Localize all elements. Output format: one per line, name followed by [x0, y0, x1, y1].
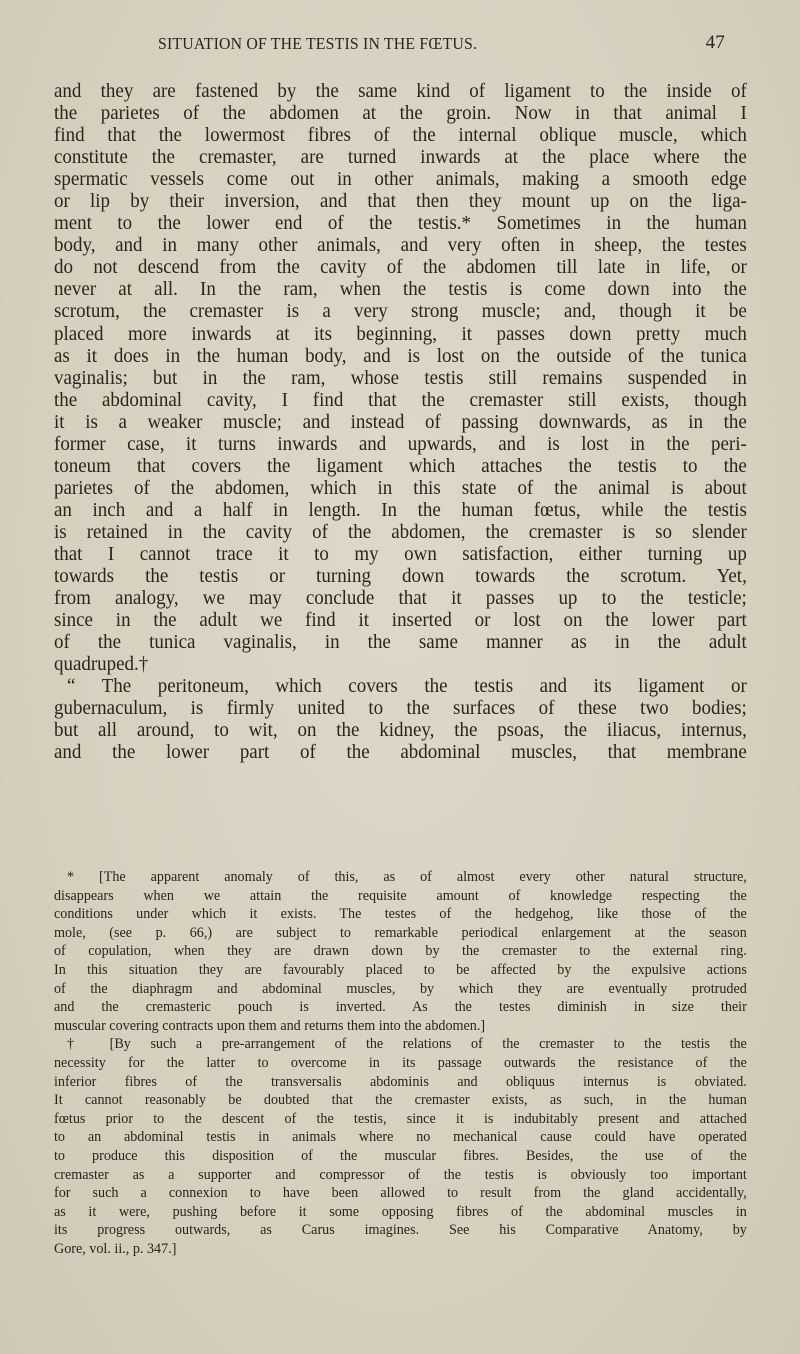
- body-line: an inch and a half in length. In the human fœtus, while the testis: [54, 498, 747, 521]
- footnote-line: In this situation they are favourably placed to be affected by the expulsive actions: [54, 960, 747, 978]
- body-line: as it does in the human body, and is lost on the outside of the tunica: [54, 344, 747, 367]
- footnote-line: † [By such a pre-arrangement of the relations of the cremaster to the testis the: [67, 1035, 747, 1053]
- footnote-line: necessity for the latter to overcome in its passage outwards the resistance of the: [54, 1053, 747, 1071]
- body-line: “ The peritoneum, which covers the testis and its ligament or: [67, 675, 747, 698]
- footnote-line: fœtus prior to the descent of the testis, since it is indubitably present and attached: [54, 1109, 747, 1127]
- body-line: the abdominal cavity, I find that the cremaster still exists, though: [54, 388, 747, 411]
- body-line: gubernaculum, is firmly united to the surfaces of these two bodies;: [54, 697, 747, 720]
- footnote-line: for such a connexion to have been allowed to result from the gland accidentally,: [54, 1184, 747, 1202]
- footnote-line: Gore, vol. ii., p. 347.]: [54, 1239, 177, 1257]
- body-line: do not descend from the cavity of the abdomen till late in life, or: [54, 256, 747, 279]
- body-line: it is a weaker muscle; and instead of passing downwards, as in the: [54, 410, 747, 433]
- body-line: and the lower part of the abdominal muscles, that membrane: [54, 741, 747, 764]
- body-line: placed more inwards at its beginning, it passes down pretty much: [54, 322, 747, 345]
- body-line: towards the testis or turning down towards the scrotum. Yet,: [54, 565, 747, 588]
- footnote-line: its progress outwards, as Carus imagines. See his Comparative Anatomy, by: [54, 1221, 747, 1239]
- footnote-line: muscular covering contracts upon them and returns them into the abdomen.]: [54, 1016, 486, 1034]
- body-line: since in the adult we find it inserted or lost on the lower part: [54, 609, 747, 632]
- footnote-line: * [The apparent anomaly of this, as of almost every other natural structure,: [67, 868, 747, 885]
- body-line: but all around, to wit, on the kidney, the psoas, the iliacus, internus,: [54, 719, 747, 742]
- body-line: is retained in the cavity of the abdomen, the cremaster is so slender: [54, 520, 747, 543]
- body-line: that I cannot trace it to my own satisfaction, either turning up: [54, 542, 747, 565]
- footnote-asterisk: [54, 868, 747, 1035]
- footnote-line: conditions under which it exists. The testes of the hedgehog, like those of the: [54, 905, 747, 923]
- body-line: the parietes of the abdomen at the groin. Now in that animal I: [54, 102, 747, 125]
- body-line: former case, it turns inwards and upwards, and is lost in the peri-: [54, 432, 747, 455]
- body-line: parietes of the abdomen, which in this state of the animal is about: [54, 476, 747, 499]
- running-head: [54, 34, 747, 56]
- footnote-line: to an abdominal testis in animals where no mechanical cause could have operated: [54, 1128, 747, 1146]
- body-line: and they are fastened by the same kind of ligament to the inside of: [54, 80, 747, 102]
- footnote-line: mole, (see p. 66,) are subject to remarkable periodical enlargement at the season: [54, 923, 747, 941]
- body-line: of the tunica vaginalis, in the same manner as in the adult: [54, 631, 747, 654]
- body-line: vaginalis; but in the ram, whose testis still remains suspended in: [54, 366, 747, 389]
- body-line: toneum that covers the ligament which attaches the testis to the: [54, 454, 747, 477]
- body-line: never at all. In the ram, when the testis is come down into the: [54, 278, 747, 301]
- footnote-line: of copulation, when they are drawn down by the cremaster to the external ring.: [54, 942, 747, 960]
- body-line: quadruped.†: [54, 653, 149, 676]
- body-line: body, and in many other animals, and very often in sheep, the testes: [54, 234, 747, 257]
- body-line: ment to the lower end of the testis.* Sometimes in the human: [54, 212, 747, 235]
- body-line: scrotum, the cremaster is a very strong muscle; and, though it be: [54, 300, 747, 323]
- footnote-line: cremaster as a supporter and compressor of the testis is obviously too important: [54, 1165, 747, 1183]
- footnote-dagger: [54, 1035, 747, 1258]
- body-line: or lip by their inversion, and that then they mount up on the liga-: [54, 190, 747, 213]
- footnote-line: disappears when we attain the requisite amount of knowledge respecting the: [54, 886, 747, 904]
- footnote-line: of the diaphragm and abdominal muscles, by which they are eventually protruded: [54, 979, 747, 997]
- body-line: constitute the cremaster, are turned inwards at the place where the: [54, 146, 747, 169]
- running-head-title: SITUATION OF THE TESTIS IN THE FŒTUS.: [158, 34, 478, 53]
- footnote-line: inferior fibres of the transversalis abdominis and obliquus internus is obviated.: [54, 1072, 747, 1090]
- footnote-line: and the cremasteric pouch is inverted. As the testes diminish in size their: [54, 998, 747, 1016]
- footnote-line: It cannot reasonably be doubted that the cremaster exists, as such, in the human: [54, 1091, 747, 1109]
- footnote-line: as it were, pushing before it some opposing fibres of the abdominal muscles in: [54, 1202, 747, 1220]
- body-line: spermatic vessels come out in other animals, making a smooth edge: [54, 168, 747, 191]
- footnotes: [54, 868, 747, 1258]
- body-line: from analogy, we may conclude that it passes up to the testicle;: [54, 587, 747, 610]
- body-line: find that the lowermost fibres of the internal oblique muscle, which: [54, 124, 747, 147]
- footnote-line: to produce this disposition of the muscular fibres. Besides, the use of the: [54, 1146, 747, 1164]
- page-number: 47: [705, 32, 725, 53]
- body-text: [54, 80, 747, 763]
